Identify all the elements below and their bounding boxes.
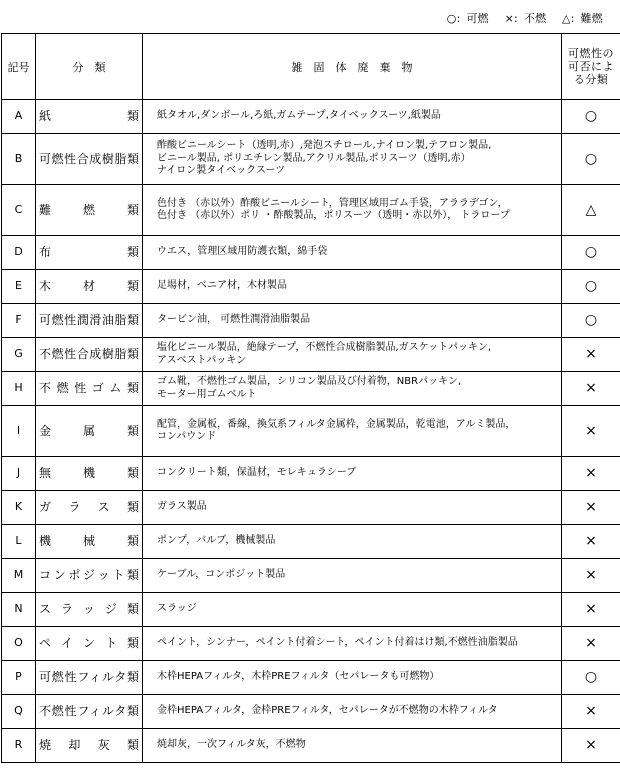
row-items: タービン油， 可燃性潤滑油脂製品 xyxy=(143,304,562,338)
table-row xyxy=(2,185,620,236)
table-row xyxy=(2,304,620,338)
row-items: ペイント，シンナー，ペイント付着シート，ペイント付着はけ類,不燃性油脂製品 xyxy=(143,627,562,661)
table-row xyxy=(2,236,620,270)
row-category-label: 焼却灰類 xyxy=(39,738,139,753)
row-code: E xyxy=(2,270,36,304)
row-category xyxy=(36,491,143,525)
row-items: 木枠HEPAフィルタ，木枠PREフィルタ（セパレータも可燃物） xyxy=(143,661,562,695)
row-category-label: 木材類 xyxy=(39,279,139,294)
row-code: R xyxy=(2,729,36,763)
row-code: O xyxy=(2,627,36,661)
row-code: K xyxy=(2,491,36,525)
row-category xyxy=(36,270,143,304)
flammable-mark-icon: ○ xyxy=(562,134,620,185)
row-category xyxy=(36,457,143,491)
row-category xyxy=(36,695,143,729)
row-code: F xyxy=(2,304,36,338)
row-items: 足場材，ベニア材，木材製品 xyxy=(143,270,562,304)
nonflammable-mark-icon: × xyxy=(562,627,620,661)
row-code: M xyxy=(2,559,36,593)
row-items: ガラス製品 xyxy=(143,491,562,525)
row-items: ウエス，管理区域用防護衣類，綿手袋 xyxy=(143,236,562,270)
flammable-mark-icon: ○ xyxy=(562,236,620,270)
row-code: B xyxy=(2,134,36,185)
row-category-label: 不燃性フィルタ類 xyxy=(39,704,139,719)
flammable-mark-icon: ○ xyxy=(562,100,620,134)
row-code: Q xyxy=(2,695,36,729)
row-items: 紙タオル,ダンボール,ろ紙,ガムテープ,タイベックスーツ,紙製品 xyxy=(143,100,562,134)
row-items: ポンプ，バルブ，機械製品 xyxy=(143,525,562,559)
nonflammable-mark-icon: × xyxy=(562,559,620,593)
row-category xyxy=(36,627,143,661)
row-code: I xyxy=(2,406,36,457)
row-category-label: 可燃性合成樹脂類 xyxy=(39,151,139,166)
row-code: D xyxy=(2,236,36,270)
nonflammable-mark-icon: × xyxy=(562,695,620,729)
nonflammable-mark-icon: × xyxy=(562,729,620,763)
flame-retardant-mark-icon: △ xyxy=(562,185,620,236)
row-category-label: 機械類 xyxy=(39,534,139,549)
row-category-label: コンポジット類 xyxy=(39,568,139,583)
row-code: H xyxy=(2,372,36,406)
flammable-mark-icon: ○ xyxy=(562,304,620,338)
row-category xyxy=(36,406,143,457)
row-category xyxy=(36,134,143,185)
row-items: ゴム靴，不燃性ゴム製品，シリコン製品及び付着物，NBRパッキン, モーター用ゴムベルト xyxy=(143,372,562,406)
row-category-label: 金属類 xyxy=(39,423,139,438)
table-row xyxy=(2,525,620,559)
table-row xyxy=(2,100,620,134)
row-category-label: 紙類 xyxy=(39,109,139,124)
row-items: 配管，金属板，番線，換気系フィルタ金属枠，金属製品，乾電池，アルミ製品， コンパウンド xyxy=(143,406,562,457)
row-code: J xyxy=(2,457,36,491)
table-row xyxy=(2,593,620,627)
nonflammable-mark-icon: × xyxy=(562,525,620,559)
row-category-label: 無機類 xyxy=(39,466,139,481)
table-row xyxy=(2,134,620,185)
row-code: L xyxy=(2,525,36,559)
nonflammable-mark-icon: × xyxy=(562,406,620,457)
row-code: P xyxy=(2,661,36,695)
legend-flame-retardant: △: 難燃 xyxy=(562,12,603,25)
header-items: 雑 固 体 廃 棄 物 xyxy=(143,34,562,100)
nonflammable-mark-icon: × xyxy=(562,338,620,372)
nonflammable-mark-icon: × xyxy=(562,491,620,525)
table-row xyxy=(2,627,620,661)
nonflammable-mark-icon: × xyxy=(562,593,620,627)
row-category xyxy=(36,372,143,406)
row-items: 塩化ビニール製品，絶縁テープ，不燃性合成樹脂製品,ガスケットパッキン, アスベストパッキン xyxy=(143,338,562,372)
row-items: 酢酸ビニールシート（透明,赤）,発泡スチロール,ナイロン製,テフロン製品, ビニール製品, ポリエチレン製品,アクリル製品,ポリスーツ（透明,赤） ナイロン製タイベックスーツ xyxy=(143,134,562,185)
table-body xyxy=(2,100,620,763)
row-category-label: 布類 xyxy=(39,245,139,260)
table-row xyxy=(2,338,620,372)
row-items: 焼却灰，一次フィルタ灰，不燃物 xyxy=(143,729,562,763)
row-code: N xyxy=(2,593,36,627)
row-category xyxy=(36,185,143,236)
header-flammability: 可燃性の可否による分類 xyxy=(562,34,620,100)
row-category xyxy=(36,338,143,372)
row-items: 色付き （赤以外）酢酸ビニールシート，管理区域用ゴム手袋，アララデゴン， 色付き （赤以外）ポリ ・酢酸製品，ポリスーツ（透明・赤以外）， トラロープ xyxy=(143,185,562,236)
row-items: 金枠HEPAフィルタ，金枠PREフィルタ，セパレータが不燃物の木枠フィルタ xyxy=(143,695,562,729)
header-row xyxy=(2,34,620,100)
table-row xyxy=(2,406,620,457)
row-category-label: 可燃性潤滑油脂類 xyxy=(39,313,139,328)
table-row xyxy=(2,695,620,729)
table-row xyxy=(2,491,620,525)
row-category xyxy=(36,593,143,627)
row-category xyxy=(36,100,143,134)
row-code: C xyxy=(2,185,36,236)
row-code: G xyxy=(2,338,36,372)
row-category xyxy=(36,559,143,593)
legend-flammable: ○: 可燃 xyxy=(446,12,489,25)
header-category: 分 類 xyxy=(36,34,143,100)
flammable-mark-icon: ○ xyxy=(562,661,620,695)
row-category xyxy=(36,304,143,338)
waste-classification-table xyxy=(1,33,620,763)
row-items: コンクリート類，保温材，モレキュラシーブ xyxy=(143,457,562,491)
row-category-label: 不燃性ゴム類 xyxy=(39,381,139,396)
row-category xyxy=(36,236,143,270)
row-items: スラッジ xyxy=(143,593,562,627)
table-row xyxy=(2,372,620,406)
row-code: A xyxy=(2,100,36,134)
row-category-label: 難燃類 xyxy=(39,202,139,217)
table-row xyxy=(2,559,620,593)
table-row xyxy=(2,661,620,695)
table-row xyxy=(2,457,620,491)
legend-nonflammable: ×: 不燃 xyxy=(504,12,547,25)
flammable-mark-icon: ○ xyxy=(562,270,620,304)
row-category xyxy=(36,661,143,695)
nonflammable-mark-icon: × xyxy=(562,457,620,491)
header-code: 記号 xyxy=(2,34,36,100)
table-row xyxy=(2,270,620,304)
row-category-label: ペイント類 xyxy=(39,636,139,651)
row-items: ケーブル，コンポジット製品 xyxy=(143,559,562,593)
row-category-label: 可燃性フィルタ類 xyxy=(39,670,139,685)
row-category xyxy=(36,729,143,763)
table-row xyxy=(2,729,620,763)
row-category-label: スラッジ類 xyxy=(39,602,139,617)
legend xyxy=(435,10,603,26)
row-category-label: ガラス類 xyxy=(39,500,139,515)
row-category-label: 不燃性合成樹脂類 xyxy=(39,347,139,362)
nonflammable-mark-icon: × xyxy=(562,372,620,406)
row-category xyxy=(36,525,143,559)
